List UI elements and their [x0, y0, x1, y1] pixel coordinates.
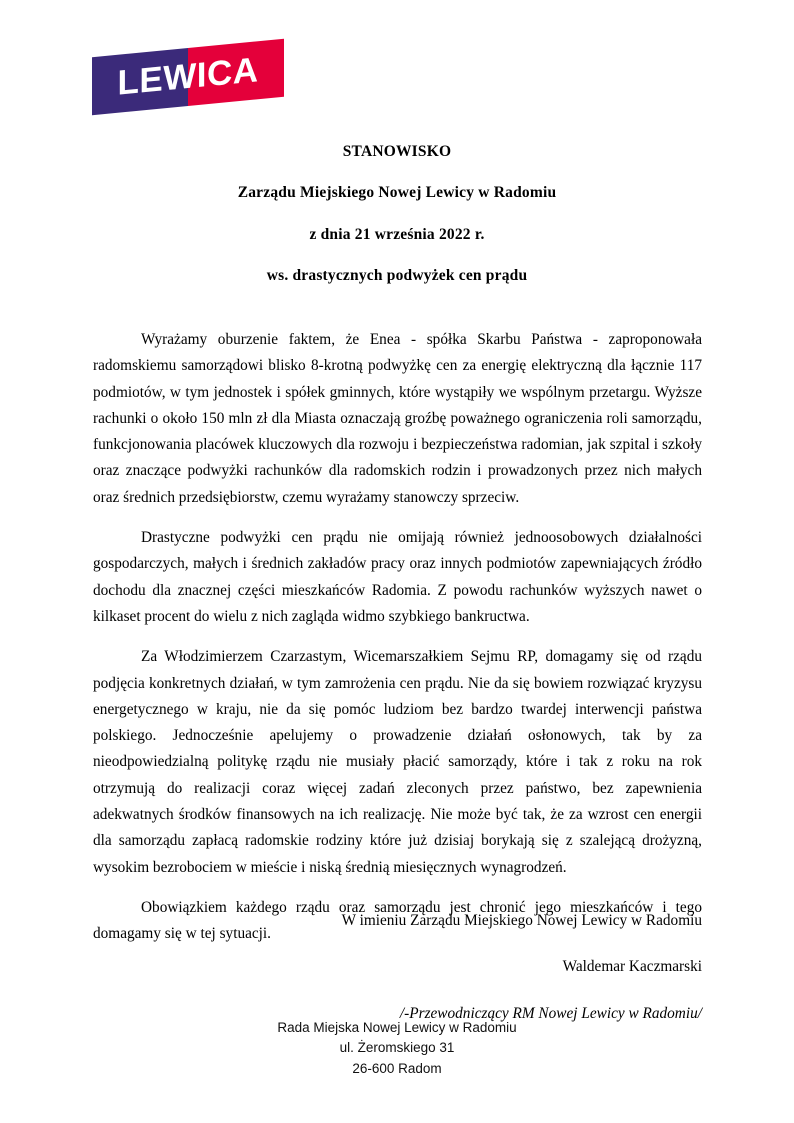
paragraph-4: Obowiązkiem każdego rządu oraz samorządu jest chronić jego mieszkańców i tego domagamy się w tej sytuacji. — [93, 898, 702, 943]
document-headings — [93, 142, 701, 286]
logo-shape — [92, 39, 284, 115]
document-body — [93, 327, 702, 962]
paragraph-1: Wyrażamy oburzenie faktem, że Enea - spółka Skarbu Państwa - zaproponowała radomskiemu samorządowi blisko 8-krotną podwyżkę cen za energię elektryczną dla łącznie 117 podmiotów, w tym jednostek i spółek gminnych, które wystąpiły we wspólnym przetargu. Wyższe rachunki o około 150 mln zł dla Miasta oznaczają groźbę poważnego ograniczenia roli samorządu, funkcjonowania placówek kluczowych dla rozwoju i bezpieczeństwa radomian, jak szpital i szkoły oraz znaczące podwyżki rachunków dla radomskich rodzin i prowadzonych przez nich małych oraz średnich przedsiębiorstw, czemu wyrażamy stanowczy sprzeciw. — [93, 331, 702, 506]
heading-date: z dnia 21 września 2022 r. — [309, 225, 485, 243]
paragraph-3: Za Włodzimierzem Czarzastym, Wicemarszałkiem Sejmu RP, domagamy się od rządu podjęcia konkretnych działań, w tym zamrożenia cen prądu. Nie da się bowiem rozwiązać kryzysu energetycznego w kraju, nie da się pomóc ludziom bez bardzo twardej interwencji państwa polskiego. Jednocześnie apelujemy o prowadzenie działań osłonowych, tak by za nieodpowiedzialną politykę rządu nie musiały płacić samorządy, które i tak z roku na rok otrzymują do realizacji coraz więcej zadań zleconych przez państwo, bez zapewnienia adekwatnych środków finansowych na ich realizację. Nie może być tak, że za wzrost cen energii dla samorządu zapłacą radomskie rodziny które już dzisiaj borykają się z szalejącą drożyzną, wysokim bezrobociem w mieście i niską średnią miesięcznych wynagrodzeń. — [93, 648, 702, 876]
footer-org: Rada Miejska Nowej Lewicy w Radomiu — [277, 1020, 517, 1035]
footer-city: 26-600 Radom — [352, 1060, 442, 1076]
heading-body: Zarządu Miejskiego Nowej Lewicy w Radomiu — [237, 184, 557, 202]
heading-subject: ws. drastycznych podwyżek cen prądu — [266, 267, 528, 285]
logo-text: LEWICA — [117, 50, 259, 103]
signature-block — [93, 908, 702, 1027]
paragraph-2: Drastyczne podwyżki cen prądu nie omijają również jednoosobowych działalności gospodarczych, małych i średnich zakładów pracy oraz innych podmiotów zapewniających źródło dochodu dla znacznej części mieszkańców Radomia. Z powodu rachunków wyższych nawet o kilkaset procent do wielu z nich zagląda widmo szybkiego bankructwa. — [93, 529, 702, 625]
signature-role: /-Przewodniczący RM Nowej Lewicy w Radomiu/ — [399, 1004, 702, 1022]
signature-on-behalf: W imieniu Zarządu Miejskiego Nowej Lewicy w Radomiu — [341, 912, 702, 929]
footer-street: ul. Żeromskiego 31 — [339, 1040, 455, 1056]
heading-title: STANOWISKO — [342, 143, 452, 160]
document-footer — [0, 1018, 794, 1079]
lewica-logo — [92, 48, 284, 106]
signature-name: Waldemar Kaczmarski — [562, 958, 702, 976]
